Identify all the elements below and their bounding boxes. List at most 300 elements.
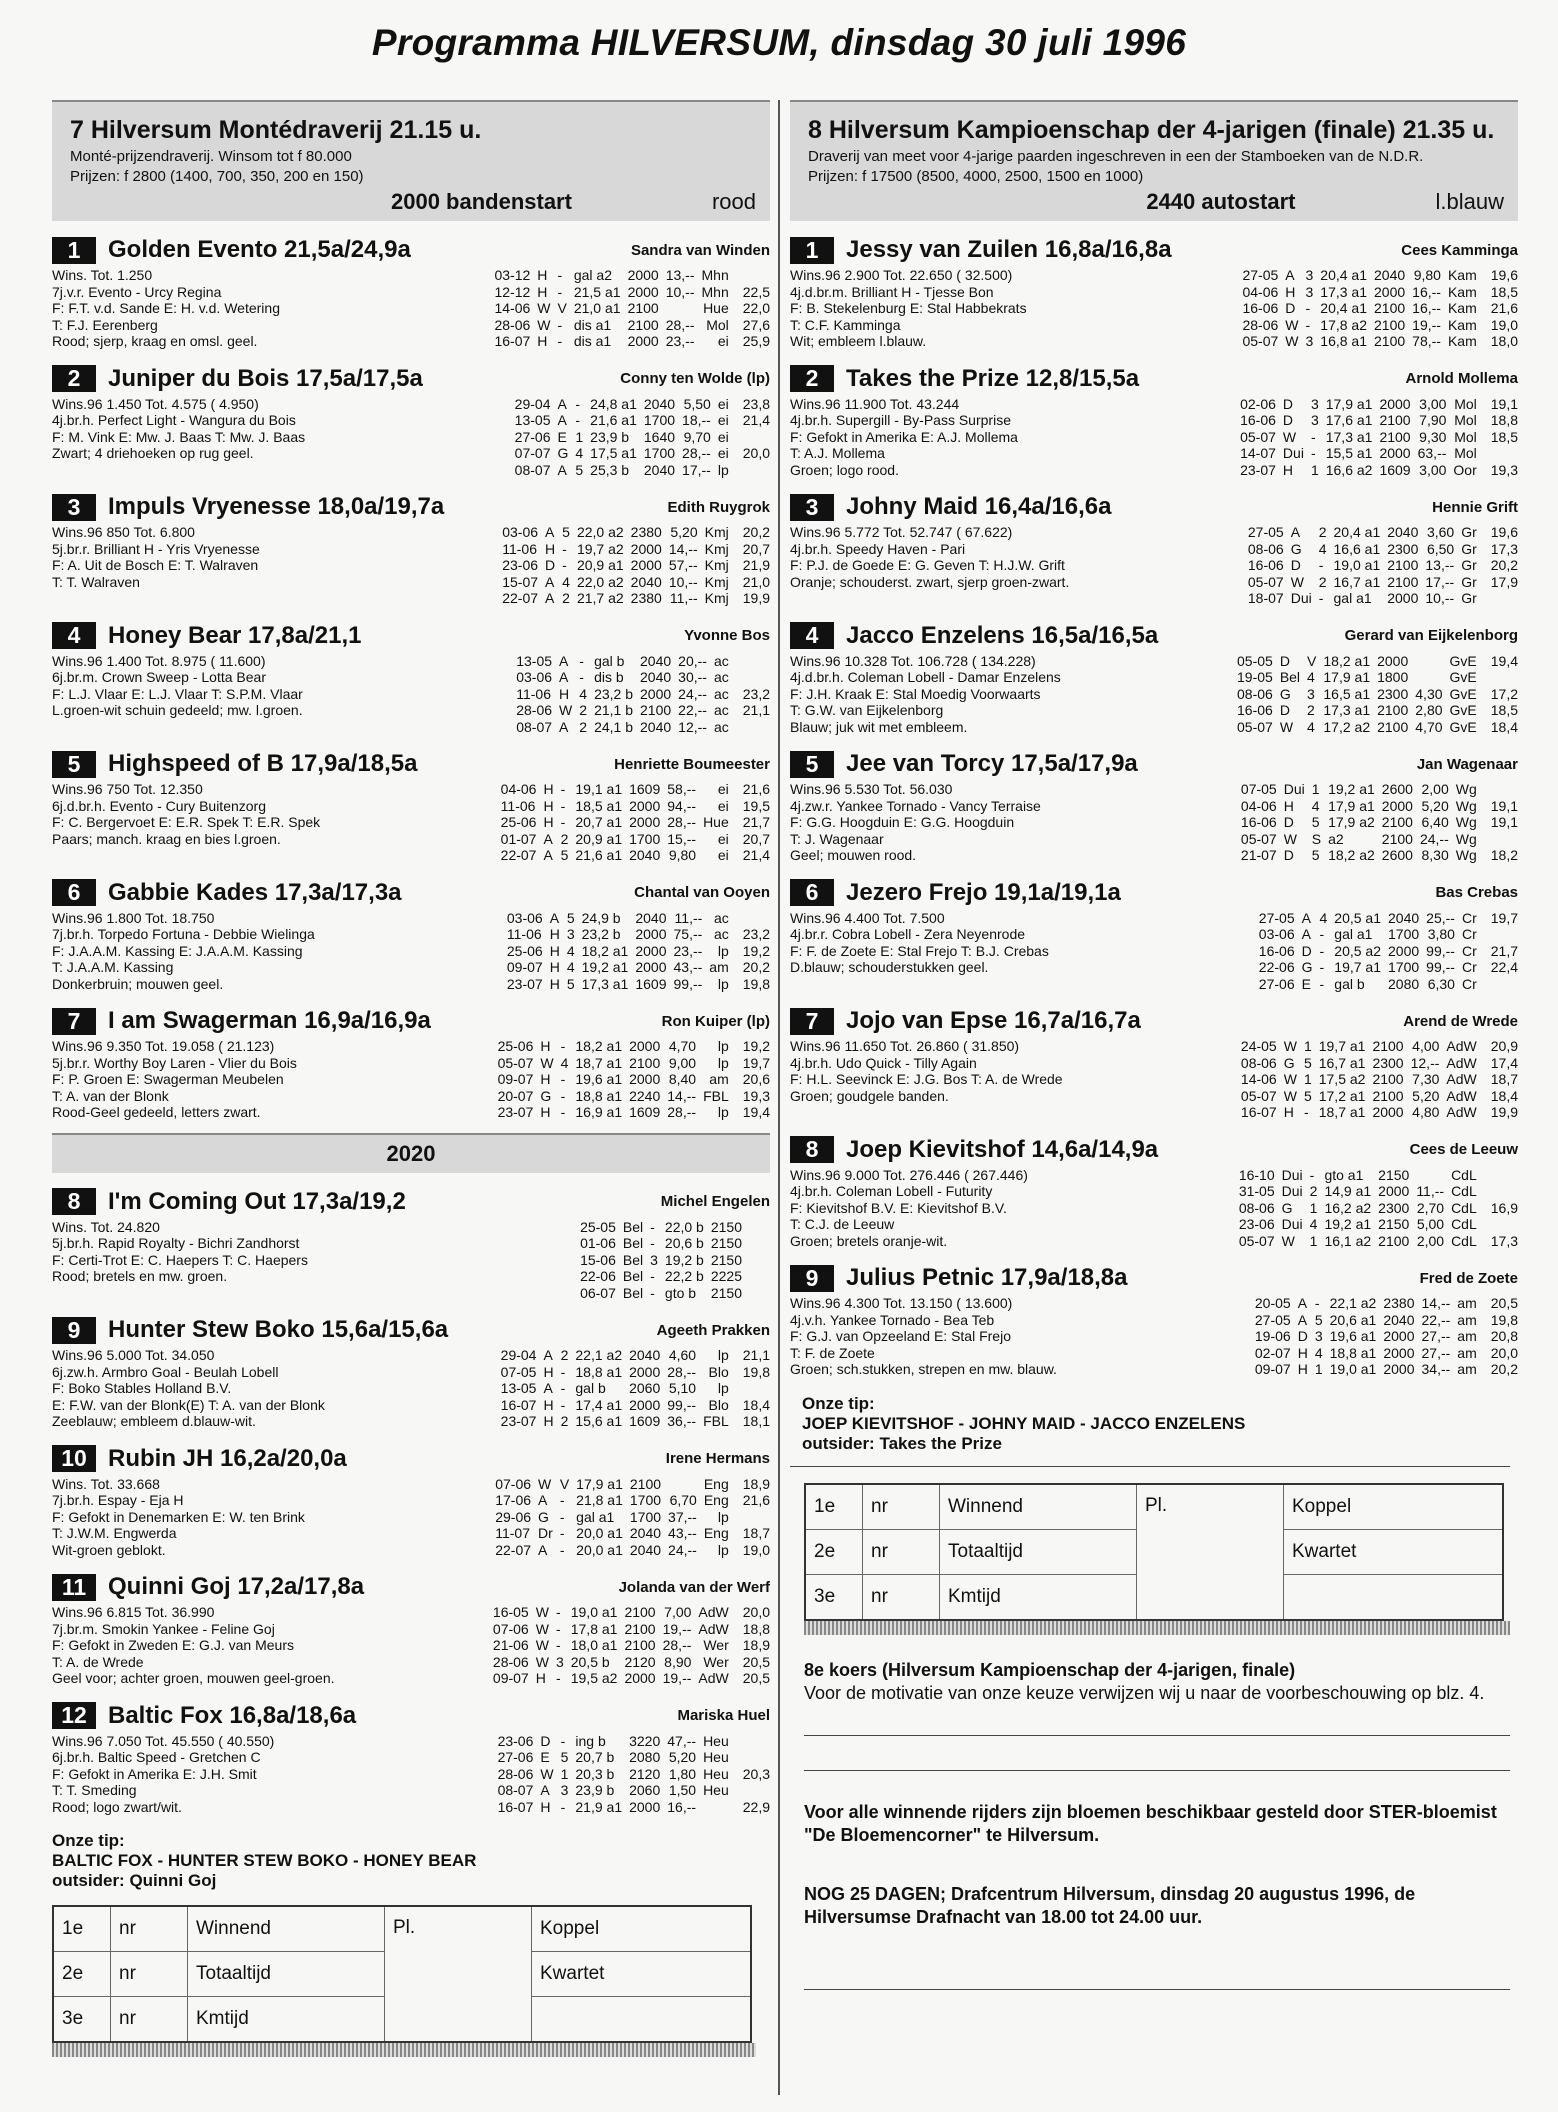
result-cell: 2150 xyxy=(710,1251,742,1268)
result-cell: H xyxy=(543,797,554,814)
result-cell: D xyxy=(1279,652,1290,669)
result-cell: 3 xyxy=(555,1653,564,1670)
result-cell: 25-06 xyxy=(500,814,537,830)
form-cell[interactable] xyxy=(532,1997,752,2043)
result-cell: 43,-- xyxy=(673,959,703,975)
result-cell: 1,80 xyxy=(668,1765,697,1782)
results-table xyxy=(1248,1295,1518,1378)
horse-number: 2 xyxy=(790,365,834,392)
result-cell: 2100 xyxy=(629,1475,662,1492)
tip-label: Onze tip: xyxy=(52,1831,125,1850)
horse-body xyxy=(52,1347,770,1430)
form-cell: Kwartet xyxy=(1284,1529,1504,1574)
result-cell: 18,8 a1 xyxy=(575,1363,623,1380)
result-cell: 1609 xyxy=(629,1104,661,1120)
result-cell: 17,9 a2 xyxy=(1328,814,1375,830)
result-cell: W xyxy=(559,702,573,718)
result-cell: 2100 xyxy=(640,702,672,718)
result-cell: - xyxy=(557,316,563,333)
result-row xyxy=(508,462,770,479)
result-cell: D xyxy=(540,1732,551,1749)
result-cell: 29-04 xyxy=(500,1347,537,1363)
result-cell: 23-07 xyxy=(506,975,543,992)
result-cell: 22-07 xyxy=(502,590,539,606)
result-cell: 25-05 xyxy=(580,1218,616,1235)
result-cell: D xyxy=(1279,702,1290,718)
result-cell: 2300 xyxy=(1377,685,1409,702)
result-cell: 18,9 xyxy=(742,1475,770,1492)
result-cell: 1 xyxy=(575,428,584,445)
horse-entry xyxy=(52,1187,770,1302)
result-cell: 4 xyxy=(566,942,575,959)
result-row xyxy=(491,1071,770,1088)
result-cell: 16,8 a1 xyxy=(1320,333,1367,349)
result-cell: 2080 xyxy=(629,1749,661,1765)
result-cell: 28,-- xyxy=(682,445,711,461)
result-cell xyxy=(1477,1167,1518,1184)
horse-info-line: F: G.J. van Opzeeland E: Stal Frejo xyxy=(790,1328,1011,1344)
result-cell: 4 xyxy=(1311,797,1320,814)
result-cell: 21,6 xyxy=(742,781,770,797)
horse-info xyxy=(790,1167,1130,1250)
horse-body xyxy=(790,1167,1518,1250)
horse-header xyxy=(52,492,770,522)
koers-title: 8e koers (Hilversum Kampioenschap der 4-jarigen, finale) xyxy=(804,1659,1296,1680)
result-cell: A xyxy=(559,669,569,685)
horse-list xyxy=(790,235,1518,1378)
horse-body xyxy=(790,781,1518,864)
result-cell: 05-07 xyxy=(1240,830,1277,847)
result-row xyxy=(1241,574,1518,591)
result-row xyxy=(491,1088,770,1105)
form-cell[interactable]: nr xyxy=(111,1906,188,1952)
form-cell[interactable] xyxy=(1284,1574,1504,1620)
result-cell: 20,5 xyxy=(742,1670,770,1686)
result-cell: 23,-- xyxy=(673,942,703,959)
horse-title xyxy=(52,1573,364,1601)
horse-info xyxy=(52,1476,392,1559)
horse-info-line: F: F. de Zoete E: Stal Frejo T: B.J. Crebas xyxy=(790,942,1049,959)
result-cell: GvE xyxy=(1449,718,1477,735)
form-cell[interactable]: nr xyxy=(111,1997,188,2043)
result-cell: 18,5 xyxy=(1490,702,1518,718)
horse-info-line: Wins.96 850 Tot. 6.800 xyxy=(52,524,195,540)
result-cell: 18,8 xyxy=(1490,412,1518,428)
horse-info-line: Rood; logo zwart/wit. xyxy=(52,1798,182,1815)
result-cell: Mhn xyxy=(701,267,729,283)
result-cell xyxy=(756,1252,770,1269)
result-cell xyxy=(749,1219,756,1236)
result-cell: - xyxy=(650,1235,655,1251)
result-cell: 2100 xyxy=(627,316,659,333)
result-cell: Bel xyxy=(622,1235,644,1251)
result-cell: 5 xyxy=(566,975,575,992)
horse-number: 8 xyxy=(790,1136,834,1163)
horse-driver: Jan Wagenaar xyxy=(1416,755,1518,773)
result-cell: 18,4 xyxy=(1490,1087,1518,1104)
result-cell: 16,-- xyxy=(667,1798,697,1815)
horse-info-line: Groen; logo rood. xyxy=(790,461,899,478)
horse-header xyxy=(52,1701,770,1731)
horse-info-line: T: A.J. Mollema xyxy=(790,445,885,461)
result-cell: 2000 xyxy=(629,1038,661,1054)
horse-info-line: Wins.96 4.300 Tot. 13.150 ( 13.600) xyxy=(790,1295,1013,1311)
result-cell: 07-07 xyxy=(514,445,551,461)
horse-number: 1 xyxy=(790,237,834,264)
result-cell: 1 xyxy=(1309,1232,1318,1249)
result-cell: Cr xyxy=(1461,926,1477,942)
result-cell: D xyxy=(1290,557,1301,573)
result-cell: 21,6 xyxy=(1490,300,1518,316)
horse-info xyxy=(52,396,392,479)
result-cell: Gr xyxy=(1461,540,1477,557)
result-cell xyxy=(729,462,770,479)
result-cell: 2100 xyxy=(1372,1071,1404,1087)
result-cell: 3220 xyxy=(629,1732,661,1749)
result-cell: Kmj xyxy=(704,573,729,590)
result-row xyxy=(486,1654,770,1671)
result-cell: 6,70 xyxy=(669,1492,697,1508)
result-cell: 27-06 xyxy=(497,1749,534,1765)
result-cell: GvE xyxy=(1449,652,1477,669)
result-cell: - xyxy=(1303,1104,1309,1120)
result-cell xyxy=(749,1235,756,1252)
result-cell: 2040 xyxy=(629,1525,662,1541)
horse-entry xyxy=(790,1135,1518,1250)
result-cell: 20,9 xyxy=(1490,1038,1518,1054)
result-row xyxy=(487,267,770,284)
result-cell: 17,3 a1 xyxy=(1320,283,1367,300)
horse-body xyxy=(52,1038,770,1121)
result-cell: 2040 xyxy=(1387,524,1419,540)
result-cell: 14-07 xyxy=(1240,445,1276,461)
koers-note xyxy=(804,1659,1504,1705)
horse-info-line: Wins.96 5.000 Tot. 34.050 xyxy=(52,1347,215,1363)
result-cell: Dui xyxy=(1290,590,1312,606)
result-cell: 1700 xyxy=(629,830,661,847)
result-cell: 16-06 xyxy=(1240,814,1277,830)
result-cell: 25,9 xyxy=(742,333,770,349)
result-cell: 16,7 a1 xyxy=(1333,573,1381,590)
result-cell: A xyxy=(538,1492,548,1508)
result-row xyxy=(491,1038,770,1055)
result-cell: - xyxy=(1305,316,1311,333)
result-cell: 22,9 xyxy=(742,1798,770,1815)
form-cell[interactable]: nr xyxy=(863,1484,940,1530)
result-cell: ei xyxy=(717,445,729,461)
result-cell: - xyxy=(1319,926,1325,942)
result-cell: 2000 xyxy=(640,685,672,702)
results-table xyxy=(508,396,770,479)
result-cell: 08-06 xyxy=(1240,1054,1277,1071)
horse-info xyxy=(52,267,392,350)
horse-info xyxy=(52,1733,392,1816)
result-cell: 17,5 a2 xyxy=(1318,1071,1366,1087)
result-cell: 2040 xyxy=(640,652,672,669)
result-row xyxy=(573,1252,770,1269)
tip-outsider: outsider: Takes the Prize xyxy=(802,1433,1002,1453)
result-row xyxy=(1233,429,1518,446)
result-cell xyxy=(729,653,770,670)
horse-driver: Ron Kuiper (lp) xyxy=(661,1012,770,1030)
result-row xyxy=(1232,1183,1518,1200)
result-cell: 08-06 xyxy=(1238,1199,1275,1216)
result-cell: ei xyxy=(717,395,729,412)
result-cell: 28-06 xyxy=(516,702,553,718)
result-cell: 27-06 xyxy=(1258,975,1295,992)
result-cell: AdW xyxy=(698,1620,729,1637)
horse-info-line: T: F.J. Eerenberg xyxy=(52,316,158,333)
horse-title xyxy=(52,493,444,521)
result-cell: 05-07 xyxy=(1240,1087,1277,1104)
result-cell: H xyxy=(543,814,554,830)
result-cell: 21,0 a1 xyxy=(573,300,621,316)
result-cell: 4,80 xyxy=(1412,1104,1440,1120)
horse-header xyxy=(52,235,770,265)
results-table xyxy=(573,1219,770,1302)
result-cell: 05-07 xyxy=(1247,573,1284,590)
result-cell xyxy=(1408,669,1442,686)
result-row xyxy=(495,524,770,541)
result-cell: - xyxy=(557,333,563,349)
result-cell: 78,-- xyxy=(1412,333,1441,349)
horse-body xyxy=(52,1476,770,1559)
result-cell: 20,5 b xyxy=(570,1653,610,1670)
result-cell: W xyxy=(540,1054,554,1071)
horse-info xyxy=(790,396,1130,479)
race-prizes: Prijzen: f 17500 (8500, 4000, 2500, 1500 en 1000) xyxy=(808,168,1144,185)
result-cell: 09-07 xyxy=(497,1071,534,1087)
result-cell: W xyxy=(1285,333,1299,349)
result-cell: 16,7 a1 xyxy=(1318,1054,1366,1071)
result-cell: 19,3 xyxy=(742,1087,770,1104)
horse-info-line: 5j.br.r. Brilliant H - Yris Vryenesse xyxy=(52,540,260,557)
result-cell: AdW xyxy=(698,1604,729,1620)
result-cell: 16,1 a2 xyxy=(1324,1232,1372,1249)
result-cell: 7,30 xyxy=(1412,1071,1440,1087)
result-cell: A xyxy=(559,652,569,669)
horse-number: 9 xyxy=(790,1265,834,1292)
result-cell: 16,-- xyxy=(1412,283,1441,300)
form-cell[interactable]: nr xyxy=(111,1952,188,1997)
result-cell: 17,4 a1 xyxy=(575,1396,623,1413)
result-cell: D xyxy=(1283,847,1294,863)
result-cell: 15-07 xyxy=(502,573,539,590)
horse-info xyxy=(790,910,1130,993)
result-cell: 5,10 xyxy=(668,1380,697,1396)
tip-label: Onze tip: xyxy=(802,1393,875,1413)
result-cell: 5 xyxy=(1311,814,1320,830)
result-cell: 19,9 xyxy=(742,590,770,606)
horse-info-line: E: F.W. van der Blonk(E) T: A. van der Blonk xyxy=(52,1396,325,1413)
result-cell: A xyxy=(543,830,553,847)
results-table xyxy=(1234,1038,1518,1121)
form-cell[interactable]: nr xyxy=(863,1574,940,1620)
result-row xyxy=(1252,926,1518,943)
result-cell: 3 xyxy=(650,1251,658,1268)
result-cell: 2000 xyxy=(1383,1328,1415,1344)
result-cell: 13-05 xyxy=(500,1380,537,1396)
horse-info-line: F: P.J. de Goede E: G. Geven T: H.J.W. Grift xyxy=(790,557,1065,573)
horse-results xyxy=(491,1733,770,1816)
result-cell: 2225 xyxy=(710,1268,742,1284)
result-cell: 10,-- xyxy=(1425,590,1455,606)
horse-number: 2 xyxy=(52,365,96,392)
result-cell: 23,9 b xyxy=(590,428,630,445)
result-cell: 1700 xyxy=(629,1492,662,1508)
result-cell: 4 xyxy=(566,959,575,975)
horse-info-line: 4j.v.h. Yankee Tornado - Bea Teb xyxy=(790,1311,995,1328)
result-cell: W xyxy=(1283,830,1297,847)
result-cell: 9,30 xyxy=(1419,428,1447,445)
result-cell: 4 xyxy=(1309,1216,1318,1232)
result-cell: 16,2 a2 xyxy=(1324,1199,1372,1216)
horse-name: Johny Maid 16,4a/16,6a xyxy=(846,493,1112,520)
result-cell: H xyxy=(543,1413,554,1429)
result-cell: H xyxy=(549,975,560,992)
horse-info-line: 6j.br.h. Baltic Speed - Gretchen C xyxy=(52,1749,261,1765)
result-cell: A xyxy=(545,524,555,540)
result-cell: 18,4 xyxy=(742,1396,770,1413)
result-cell: 13,-- xyxy=(1425,557,1455,573)
horse-entry xyxy=(52,1701,770,1816)
horse-number: 4 xyxy=(790,622,834,649)
result-cell: 16,6 a1 xyxy=(1333,540,1381,557)
horse-info xyxy=(790,653,1130,736)
result-cell: 20,-- xyxy=(678,652,707,669)
result-cell: A xyxy=(1290,524,1301,540)
tip-block xyxy=(52,1831,770,1891)
result-cell: dis b xyxy=(594,669,624,685)
result-cell: Mhn xyxy=(701,283,729,300)
result-cell: Heu xyxy=(703,1749,729,1765)
result-cell: 28,-- xyxy=(662,1637,692,1653)
result-cell: 03-06 xyxy=(502,524,539,540)
horse-title xyxy=(790,493,1111,521)
horse-entry xyxy=(52,235,770,350)
result-cell: Heu xyxy=(703,1765,729,1782)
result-cell: 27,6 xyxy=(742,316,770,333)
result-cell: 21,1 b xyxy=(594,702,633,718)
result-cell: 2120 xyxy=(629,1765,661,1782)
result-row xyxy=(500,926,770,943)
result-cell: 2 xyxy=(1309,1183,1318,1199)
result-cell: 6,50 xyxy=(1426,540,1455,557)
horse-info-line: 7j.br.m. Smokin Yankee - Feline Goj xyxy=(52,1620,275,1637)
horse-results xyxy=(1235,267,1518,350)
horse-info-line: T: A. de Wrede xyxy=(52,1653,144,1670)
result-cell: 4 xyxy=(579,685,588,702)
horse-info-line: 6j.br.m. Crown Sweep - Lotta Bear xyxy=(52,669,266,685)
result-cell: H xyxy=(537,333,548,349)
result-cell: 19,1 a1 xyxy=(575,781,623,797)
result-cell: 05-05 xyxy=(1237,652,1273,669)
result-cell: 16-06 xyxy=(1258,942,1295,959)
result-cell: A xyxy=(1301,926,1311,942)
result-cell: lp xyxy=(717,1380,729,1396)
result-cell: ac xyxy=(713,685,729,702)
result-cell: 19,0 a1 xyxy=(570,1604,618,1620)
result-cell: 2040 xyxy=(643,461,676,478)
horse-info xyxy=(790,781,1130,864)
result-cell xyxy=(729,267,770,284)
result-row xyxy=(495,557,770,574)
result-cell: 17,3 a1 xyxy=(1325,428,1373,445)
result-cell: Kmj xyxy=(704,524,729,540)
result-cell: 22-06 xyxy=(580,1268,616,1284)
result-cell: 18,1 xyxy=(742,1413,770,1429)
result-cell: Wg xyxy=(1455,781,1477,797)
result-cell: 18,2 a1 xyxy=(1323,652,1371,669)
result-cell: 5 xyxy=(1303,1087,1312,1104)
result-row xyxy=(500,943,770,960)
result-cell: gal b xyxy=(594,652,625,669)
race-color: rood xyxy=(711,189,756,214)
result-cell: 17,5 a1 xyxy=(590,445,637,461)
form-cell[interactable]: nr xyxy=(863,1529,940,1574)
form-cell: 2e xyxy=(53,1952,111,1997)
result-cell: W xyxy=(1290,573,1304,590)
result-cell: 8,90 xyxy=(664,1653,692,1670)
result-cell xyxy=(756,1268,770,1285)
result-cell: 08-06 xyxy=(1247,540,1284,557)
result-cell: W xyxy=(1282,428,1297,445)
page-title: Programma HILVERSUM, dinsdag 30 juli 1996 xyxy=(371,22,1187,63)
result-cell: 20,6 xyxy=(742,1071,770,1087)
horse-entry xyxy=(790,1006,1518,1121)
bet-form xyxy=(52,1905,752,2043)
result-row xyxy=(1232,1200,1518,1217)
result-row xyxy=(486,1670,770,1687)
result-cell: 19,2 xyxy=(742,942,770,959)
result-cell: 1 xyxy=(1310,461,1319,478)
horse-title xyxy=(790,1136,1158,1164)
tip-text: JOEP KIEVITSHOF - JOHNY MAID - JACCO ENZELENS xyxy=(802,1413,1246,1433)
result-cell: 2100 xyxy=(1377,702,1409,718)
horse-title xyxy=(52,750,417,778)
result-cell: 17-06 xyxy=(495,1492,532,1508)
horse-info-line: Wins. Tot. 33.668 xyxy=(52,1475,160,1492)
result-cell: 2040 xyxy=(643,395,676,412)
horse-info-line: F: Kievitshof B.V. E: Kievitshof B.V. xyxy=(790,1199,1007,1216)
result-cell: G xyxy=(1281,1199,1293,1216)
result-cell: 22,-- xyxy=(678,702,707,718)
horse-info-line: 4j.br.h. Coleman Lobell - Futurity xyxy=(790,1183,993,1199)
result-cell: 2000 xyxy=(1383,1361,1415,1377)
horse-number: 5 xyxy=(52,751,96,778)
horse-info-line: Wins.96 5.530 Tot. 56.030 xyxy=(790,781,953,797)
results-table xyxy=(1233,396,1518,479)
horse-driver: Henriette Boumeester xyxy=(614,755,770,773)
result-cell: 05-07 xyxy=(1240,428,1276,445)
horse-name: Jacco Enzelens 16,5a/16,5a xyxy=(846,621,1159,649)
result-cell xyxy=(729,1509,770,1526)
result-cell: 20,7 xyxy=(742,830,770,847)
result-cell xyxy=(742,1268,749,1285)
result-cell: H xyxy=(540,1071,551,1087)
result-cell: Kam xyxy=(1447,300,1477,316)
horse-info-line: Wins. Tot. 24.820 xyxy=(52,1218,160,1235)
result-cell: 17,4 xyxy=(1490,1054,1518,1071)
hatch-bar xyxy=(804,1621,1510,1635)
result-row xyxy=(487,333,770,350)
result-cell: 2000 xyxy=(630,557,662,573)
result-cell: lp xyxy=(717,1508,729,1525)
result-cell: G xyxy=(557,445,569,461)
result-cell: 22,0 xyxy=(742,300,770,316)
horse-title xyxy=(52,1445,347,1473)
result-cell: 20,7 b xyxy=(575,1749,615,1765)
